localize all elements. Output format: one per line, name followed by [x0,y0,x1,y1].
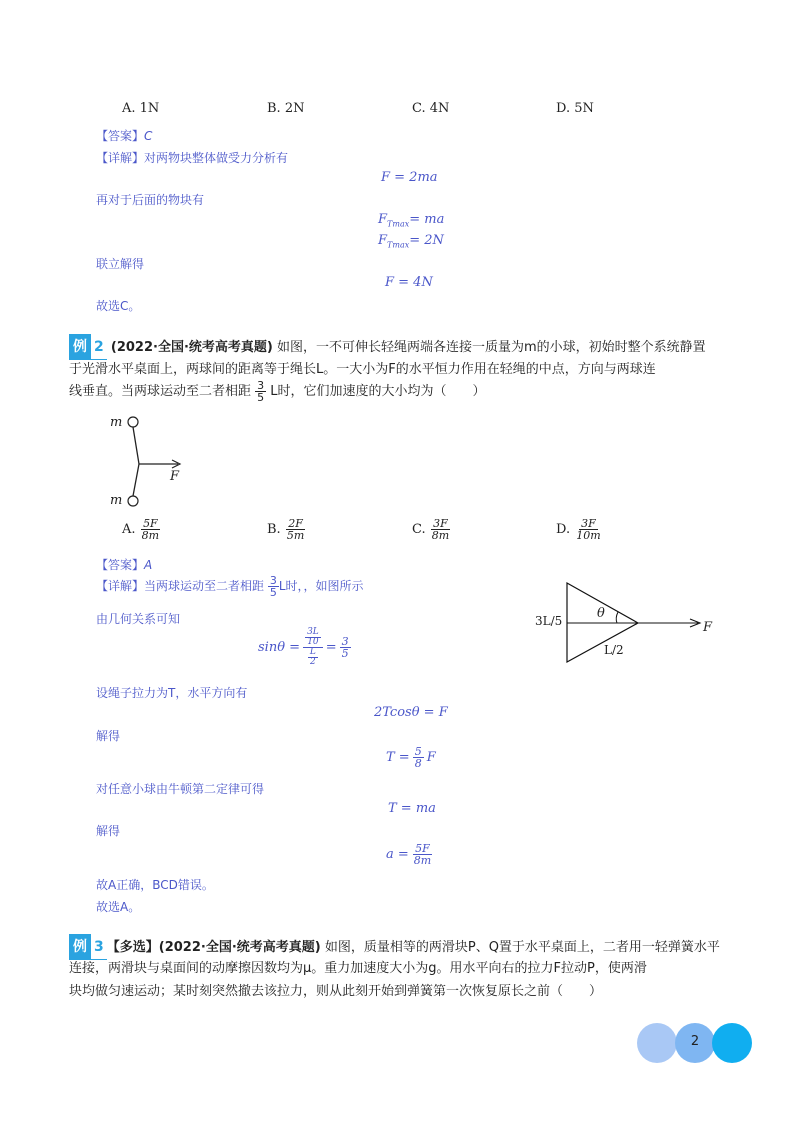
q2-line-newton: 对任意小球由牛顿第二定律可得 [96,782,265,796]
question-text-1: 如图，质量相等的两滑块P、Q置于水平桌面上，二者用一轻弹簧水平 [324,940,720,955]
q2-option-d [556,518,603,541]
eq-rhs: F [426,750,436,765]
inner-frac [308,648,318,667]
frac-num: 3 [257,379,265,392]
fig-label-m-bottom: m [110,493,123,508]
q2-option-b [267,518,306,541]
frac-den [306,648,320,667]
tri-label-bottom: L/2 [604,643,624,657]
eq-var: F [378,233,388,248]
q2-triangle-diagram [560,578,713,668]
answer-value: C [144,129,153,143]
eq-rhs: = 2N [409,233,444,248]
option-label: B. [267,522,281,537]
page-circle-right [712,1023,752,1063]
q1-option-c: C. 4N [412,101,450,116]
q2-answer [96,556,152,573]
text-post: L时，它们加速度的大小均为（ ） [270,384,486,399]
q2-stem-line3 [69,380,486,404]
option-label: D. [556,522,571,537]
option-label: C. [412,522,426,537]
q1-option-b: B. 2N [267,101,305,116]
frac-den: 5 [257,391,265,404]
example-badge: 例 [69,934,91,960]
fraction [255,380,266,403]
option-fraction [285,518,306,541]
q2-a-result [386,843,433,866]
eq-sub: Tmax [387,240,410,250]
eq-sign: = [325,640,337,655]
fraction [340,636,351,659]
q1-eq2b [378,233,444,250]
page-circle-left [637,1023,677,1063]
tri-label-left: 3L/5 [535,614,563,628]
frac-den: 8m [431,529,450,542]
angle-arc [616,612,618,623]
q2-solve1: 解得 [96,729,121,743]
inner-frac [305,628,321,647]
fig-label-m-top: m [110,415,123,430]
detail-text: 对两物块整体做受力分析有 [144,151,289,165]
q2-option-c [412,518,451,541]
frac-den: 5 [269,586,277,599]
q2-conclusion-1: 故A正确，BCD错误。 [96,878,214,892]
q1-option-a: A. 1N [122,101,160,116]
fig-label-f: F [170,469,180,484]
multi-select-tag: 【多选】 [106,940,159,955]
frac-num: 3 [269,574,277,587]
option-fraction [430,518,451,541]
q2-conclusion-2: 故选A。 [96,900,141,914]
example-badge: 例 [69,334,91,360]
q1-line2: 再对于后面的物块有 [96,193,205,207]
q2-option-a [122,518,161,541]
example-number: 3 [91,935,107,960]
frac-den: 8m [413,854,432,867]
q1-line3: 联立解得 [96,257,145,271]
frac-den: 2 [310,657,316,667]
rope [133,427,139,496]
q2-t-result [386,746,436,769]
q2-stem-line2: 于光滑水平桌面上，两球间的距离等于绳长L。一大小为F的水平恒力作用在轻绳的中点，方向与两球连 [69,362,656,377]
q2-solve2: 解得 [96,824,121,838]
answer-tag: 【答案】 [96,558,145,572]
answer-tag: 【答案】 [96,129,145,143]
q1-answer [96,127,152,144]
option-fraction [140,518,161,541]
eq-lhs: a = [386,847,409,862]
eq-var: F [378,212,388,227]
ball-bottom [128,496,138,506]
text-pre: 线垂直。当两球运动至二者相距 [69,384,252,399]
frac-num: 5F [415,842,430,855]
detail-tag: 【详解】 [96,579,145,593]
frac-num: 5F [143,517,158,530]
frac-num: 2F [288,517,303,530]
eq-lhs: sinθ = [258,640,301,655]
frac-num: 3L [307,627,319,637]
q1-conclusion: 故选C。 [96,299,141,313]
eq-sub: Tmax [387,219,410,229]
q2-line-t: 设绳子拉力为T，水平方向有 [96,686,248,700]
question-text-1: 如图，一不可伸长轻绳两端各连接一质量为m的小球，初始时整个系统静置 [276,340,706,355]
question-source: (2022·全国·统考高考真题) [158,940,321,955]
tri-label-theta: θ [597,606,605,621]
q2-detail [96,575,364,598]
ball-top [128,417,138,427]
tri-label-f: F [703,620,713,635]
page-number: 2 [690,1034,700,1049]
detail-text-post: L时，，如图所示 [278,579,364,593]
answer-value: A [144,558,153,572]
q1-detail [96,149,288,166]
frac-den: 8m [141,529,160,542]
question-source: (2022·全国·统考高考真题) [110,340,273,355]
eq-rhs: = ma [409,212,445,227]
q1-option-d: D. 5N [556,101,594,116]
frac-num: 3F [581,517,596,530]
q2-line-geo: 由几何关系可知 [96,612,181,626]
fraction [413,746,424,769]
q2-eq-ma: T = ma [388,801,436,816]
example-number: 2 [91,335,107,360]
frac-den: 8 [414,757,422,770]
frac-den: 5m [286,529,305,542]
frac-num: 3 [341,635,349,648]
frac-num: L [309,647,316,657]
fraction [268,575,279,598]
option-fraction [574,518,602,541]
frac-num: 3F [433,517,448,530]
detail-text: 当两球运动至二者相距 [144,579,265,593]
frac-num: 5 [414,745,422,758]
frac-num [303,628,323,648]
q3-stem-line2: 连接，两滑块与桌面间的动摩擦因数均为μ。重力加速度大小为g。用水平向右的拉力F拉动P，使两滑 [69,961,647,976]
eq-lhs: T = [386,750,410,765]
q2-sin-eq [258,628,351,667]
option-label: A. [122,522,136,537]
frac-den: 10m [576,529,601,542]
q2-stem [69,334,719,360]
q1-eq1: F = 2ma [381,170,438,185]
compound-fraction [303,628,323,667]
q1-eq3: F = 4N [385,275,433,290]
q1-eq2a [378,212,444,229]
detail-tag: 【详解】 [96,151,145,165]
frac-den: 10 [307,637,319,647]
q3-stem-line3: 块均做匀速运动；某时刻突然撤去该拉力，则从此刻开始到弹簧第一次恢复原长之前（ ） [69,984,603,999]
frac-den: 5 [341,647,349,660]
q2-eq-t: 2Tcosθ = F [374,705,448,720]
fraction [412,843,433,866]
